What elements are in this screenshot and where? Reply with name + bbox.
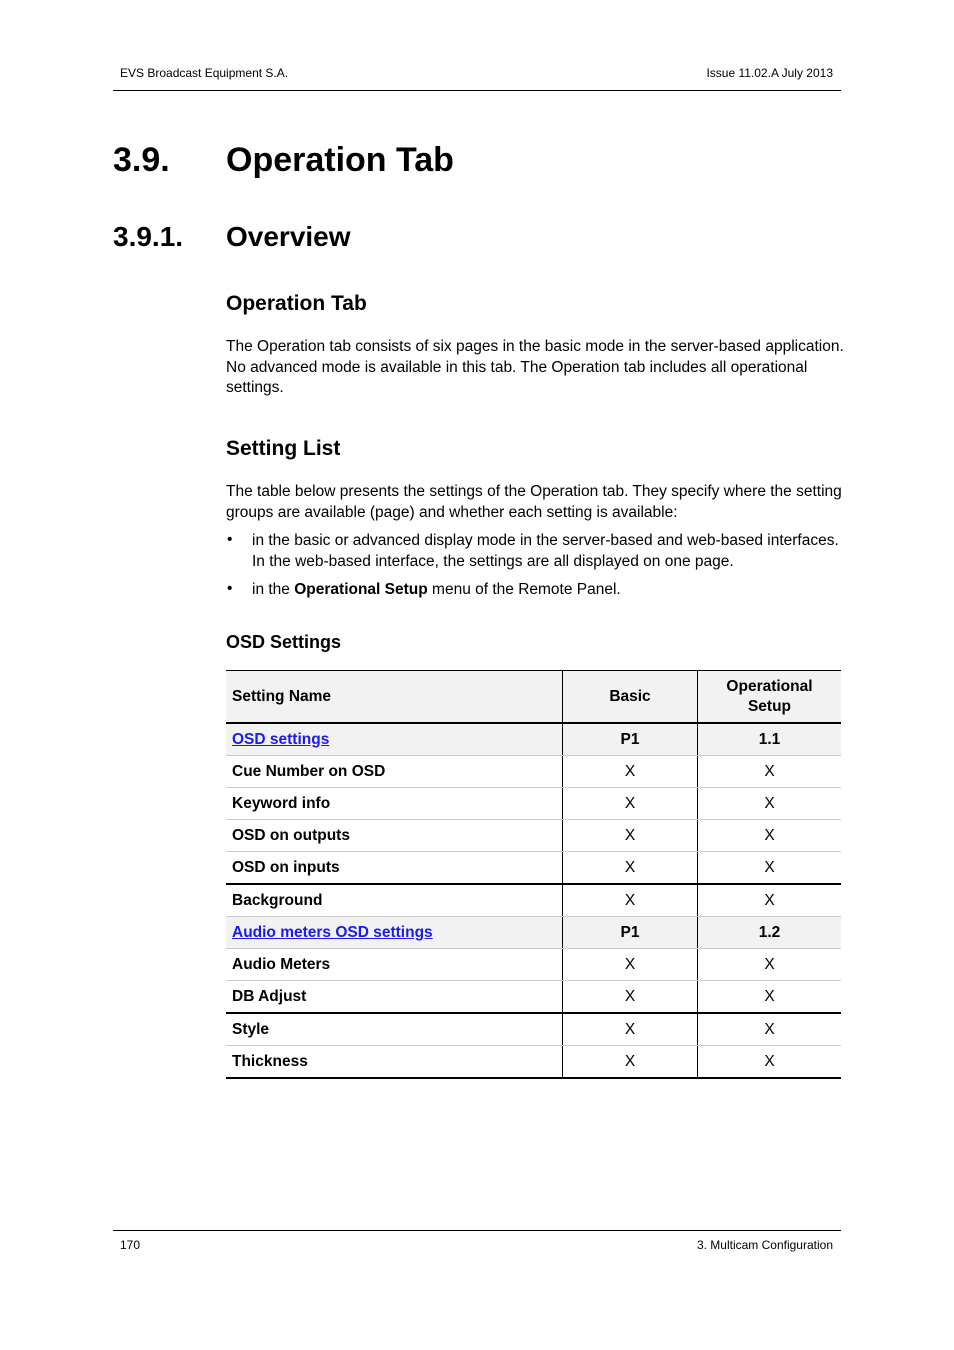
- footer-rule: [113, 1230, 841, 1231]
- bullet-marker: •: [227, 580, 233, 597]
- header-company: EVS Broadcast Equipment S.A.: [120, 66, 289, 80]
- bullet-text-post: menu of the Remote Panel.: [427, 581, 621, 598]
- setting-name-cell: [226, 723, 563, 756]
- table-row: [226, 852, 841, 885]
- operation-tab-paragraph: [226, 337, 846, 399]
- setting-name-cell: Cue Number on OSD: [226, 756, 563, 788]
- section-number: 3.9.: [113, 141, 170, 179]
- setting-list-paragraph: [226, 482, 846, 523]
- bullet-text-pre: in the: [252, 581, 295, 598]
- setting-name-cell: DB Adjust: [226, 981, 563, 1014]
- table-row: [226, 820, 841, 852]
- basic-cell: P1: [563, 917, 698, 949]
- table-row: [226, 981, 841, 1014]
- basic-cell: X: [563, 788, 698, 820]
- setting-name-cell: [226, 917, 563, 949]
- table-row: [226, 756, 841, 788]
- osd-settings-heading: OSD Settings: [226, 632, 342, 652]
- operational-setup-cell: 1.2: [698, 917, 842, 949]
- table-row: [226, 1046, 841, 1079]
- basic-cell: X: [563, 1046, 698, 1079]
- setting-name-cell: Background: [226, 884, 563, 917]
- table-row: [226, 949, 841, 981]
- subsection-title: Overview: [226, 221, 351, 252]
- audio-meters-osd-settings-link[interactable]: Audio meters OSD settings: [232, 923, 433, 941]
- setting-name-cell: Audio Meters: [226, 949, 563, 981]
- operational-setup-cell: X: [698, 852, 842, 885]
- operational-setup-cell: X: [698, 1013, 842, 1046]
- table-row: [226, 723, 841, 756]
- table-row: [226, 1013, 841, 1046]
- footer-chapter: 3. Multicam Configuration: [696, 1238, 833, 1252]
- operational-setup-cell: X: [698, 981, 842, 1014]
- osd-settings-link[interactable]: OSD settings: [232, 730, 330, 748]
- header-rule: [113, 90, 841, 91]
- paragraph-line: groups are available (page) and whether each setting is available:: [226, 503, 678, 521]
- setting-name-cell: Keyword info: [226, 788, 563, 820]
- table-row: [226, 884, 841, 917]
- setting-name-cell: Style: [226, 1013, 563, 1046]
- bullet-item: [252, 580, 842, 601]
- setting-name-cell: OSD on outputs: [226, 820, 563, 852]
- col-header-operational-setup: [698, 671, 842, 724]
- operational-setup-cell: X: [698, 820, 842, 852]
- paragraph-line: No advanced mode is available in this tab. The Operation tab includes all operational: [226, 358, 808, 376]
- bullet-item: [252, 531, 842, 572]
- basic-cell: P1: [563, 723, 698, 756]
- operational-setup-cell: X: [698, 884, 842, 917]
- operational-setup-cell: X: [698, 1046, 842, 1079]
- basic-cell: X: [563, 884, 698, 917]
- operational-setup-emphasis: Operational Setup: [294, 581, 428, 598]
- basic-cell: X: [563, 756, 698, 788]
- operational-setup-cell: X: [698, 756, 842, 788]
- table-row: [226, 917, 841, 949]
- setting-name-cell: Thickness: [226, 1046, 563, 1079]
- bullet-line: In the web-based interface, the settings are all displayed on one page.: [252, 552, 734, 570]
- paragraph-line: The Operation tab consists of six pages in the basic mode in the server-based application.: [226, 338, 844, 355]
- setting-name-cell: OSD on inputs: [226, 852, 563, 885]
- footer-page-number: 170: [120, 1238, 141, 1252]
- basic-cell: X: [563, 852, 698, 885]
- basic-cell: X: [563, 1013, 698, 1046]
- col-header-line: Setup: [747, 697, 792, 715]
- header-issue: Issue 11.02.A July 2013: [706, 66, 833, 80]
- operation-tab-heading: Operation Tab: [226, 292, 367, 315]
- table-row: [226, 788, 841, 820]
- setting-list-heading: Setting List: [226, 437, 341, 460]
- col-header-setting-name: Setting Name: [226, 671, 563, 724]
- col-header-basic: Basic: [563, 671, 698, 724]
- basic-cell: X: [563, 820, 698, 852]
- bullet-line: in the basic or advanced display mode in the server-based and web-based interfaces.: [252, 532, 839, 549]
- col-header-line: Operational: [726, 677, 813, 695]
- operational-setup-cell: X: [698, 788, 842, 820]
- basic-cell: X: [563, 981, 698, 1014]
- subsection-number: 3.9.1.: [113, 221, 184, 252]
- operational-setup-cell: 1.1: [698, 723, 842, 756]
- paragraph-line: The table below presents the settings of the Operation tab. They specify where the setting: [226, 483, 842, 500]
- operational-setup-cell: X: [698, 949, 842, 981]
- table-header-row: [226, 671, 841, 724]
- section-title: Operation Tab: [226, 141, 454, 179]
- paragraph-line: settings.: [226, 379, 284, 396]
- osd-settings-table: [226, 670, 841, 1079]
- basic-cell: X: [563, 949, 698, 981]
- bullet-marker: •: [227, 531, 233, 548]
